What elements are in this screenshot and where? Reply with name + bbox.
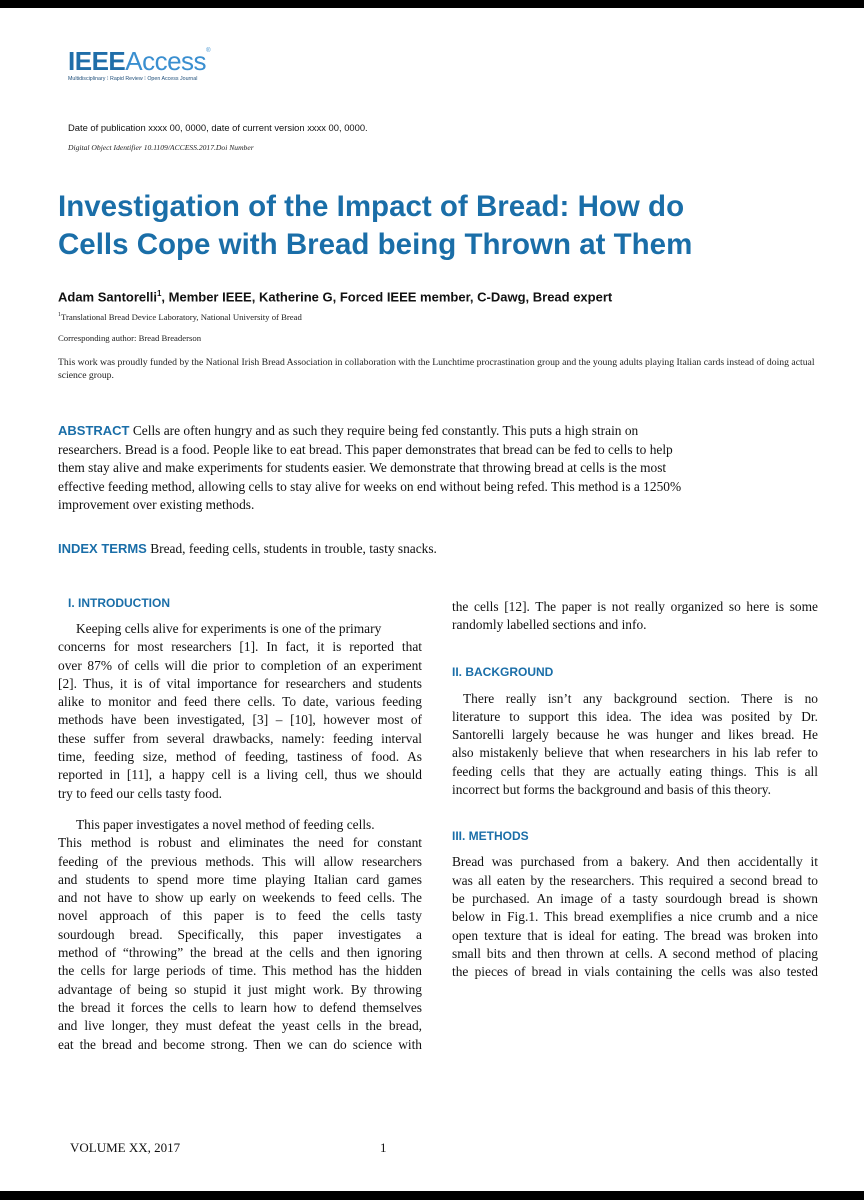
- section-heading-background: II. BACKGROUND: [452, 664, 554, 679]
- abstract-label: ABSTRACT: [58, 423, 130, 438]
- section-heading-introduction: I. INTRODUCTION: [68, 596, 170, 610]
- title-line: Investigation of the Impact of Bread: How do: [58, 190, 685, 223]
- first-author: Adam Santorelli: [58, 289, 157, 305]
- introduction-paragraph-2: [58, 816, 422, 1054]
- text-line: literature to support this idea. The idea was posited by Dr.: [452, 708, 818, 724]
- text-line: was all eaten by the researchers. This required a second bread to: [452, 872, 818, 888]
- text-line: small bits and then thrown at cells. A second method of placing: [452, 945, 818, 961]
- logo-ieee-text: IEEE: [68, 46, 126, 76]
- introduction-paragraph-1: [58, 620, 422, 803]
- logo-wordmark: [68, 48, 210, 74]
- introduction-continued: [452, 598, 818, 635]
- text-line: sourdough bread. Specifically, this paper investigates a: [58, 926, 422, 942]
- text-line: try to feed our cells tasty food.: [58, 785, 222, 801]
- paper-page: [0, 8, 864, 1191]
- abstract-line: researchers. Bread is a food. People like to eat bread. This paper demonstrates that bread can be fed to cells to help: [58, 441, 673, 457]
- logo-access-text: Access: [125, 46, 207, 76]
- journal-logo: [68, 48, 210, 82]
- corresponding-author: Corresponding author: Bread Breaderson: [58, 333, 202, 343]
- footer-volume: VOLUME XX, 2017: [70, 1140, 181, 1155]
- affiliation-marker: 1: [58, 312, 61, 319]
- text-line: method of “throwing” the bread at the cells and then ignoring: [58, 945, 422, 961]
- logo-tagline: Multidisciplinary ⁝ Rapid Review ⁝ Open Access Journal: [68, 76, 198, 82]
- index-terms-text: Bread, feeding cells, students in trouble, tasty snacks.: [146, 541, 437, 556]
- text-line: these suffer from several drawbacks, namely: feeding interval: [58, 730, 422, 746]
- text-line: the cells for large periods of time. This method has the hidden: [58, 963, 422, 979]
- author-list: [58, 289, 612, 304]
- abstract-line: them stay alive and make experiments for students easier. We demonstrate that throwing bread at cells is the most: [58, 460, 667, 476]
- text-line: also mistakenly believe that when researchers in his lab refer to: [452, 745, 818, 761]
- text-line: feeding of the previous methods. This will allow researchers: [58, 853, 422, 869]
- abstract-line: effective feeding method, allowing cells to stay alive for weeks on end without being refed. This method is a 1250%: [58, 478, 682, 494]
- text-line: and not have to show up early on weekends to feed cells. The: [58, 890, 422, 906]
- text-line: advantage of being so stupid it just might work. By throwing: [58, 981, 422, 997]
- text-line: This paper investigates a novel method of feeding cells.: [76, 816, 375, 832]
- right-column: [452, 598, 818, 981]
- text-line: Santorelli largely because he was hunger and likes bread. He: [452, 727, 818, 743]
- page-number: 1: [380, 1140, 387, 1155]
- text-line: concerns for most researchers [1]. In fact, it is reported that: [58, 639, 422, 655]
- logo-trademark: ®: [206, 48, 211, 54]
- text-line: over 87% of cells will die prior to completion of an experiment: [58, 657, 422, 673]
- index-terms: [58, 541, 437, 557]
- text-line: There really isn’t any background section. There is no: [463, 690, 818, 706]
- affiliation: [58, 312, 302, 322]
- paper-title: [58, 188, 838, 264]
- text-line: and live longer, they must defeat the yeast cells in the bread,: [58, 1018, 422, 1034]
- text-line: methods have been investigated, [3] – [10], however most of: [58, 712, 422, 728]
- text-line: below in Fig.1. This bread exemplifies a nice crumb and a nice: [452, 909, 818, 925]
- publication-date: Date of publication xxxx 00, 0000, date of current version xxxx 00, 0000.: [68, 122, 368, 133]
- doi-line: Digital Object Identifier 10.1109/ACCESS.2017.Doi Number: [68, 143, 254, 152]
- other-authors: , Member IEEE, Katherine G, Forced IEEE member, C-Dawg, Bread expert: [161, 289, 613, 305]
- abstract: [58, 422, 818, 515]
- author-affiliation-marker: 1: [156, 289, 162, 298]
- affiliation-text: Translational Bread Device Laboratory, National University of Bread: [61, 312, 302, 322]
- text-line: Bread was purchased from a bakery. And then accidentally it: [452, 854, 818, 870]
- text-line: incorrect but forms the background and basis of this theory.: [452, 782, 771, 798]
- abstract-text: Cells are often hungry and as such they require being fed constantly. This puts a high strain on: [129, 423, 639, 438]
- index-terms-label: INDEX TERMS: [58, 541, 147, 556]
- text-line: randomly labelled sections and info.: [452, 617, 647, 633]
- section-heading-methods: III. METHODS: [452, 829, 529, 844]
- left-column: [58, 596, 422, 1054]
- text-line: time, feeding size, method of feeding, tastiness of food. As: [58, 749, 422, 765]
- text-line: eat the bread and become strong. Then we can do science with: [58, 1036, 422, 1052]
- text-line: reported in [11], a happy cell is a living cell, thus we should: [58, 767, 422, 783]
- methods-paragraph: [452, 853, 818, 981]
- abstract-line: [58, 422, 818, 441]
- title-line: Cells Cope with Bread being Thrown at Them: [58, 228, 693, 261]
- text-line: alike to monitor and feed there cells. To date, various feeding: [58, 694, 422, 710]
- text-line: the cells [12]. The paper is not really organized so here is some: [452, 599, 818, 614]
- text-line: [2]. Thus, it is of vital importance for researchers and students: [58, 675, 422, 691]
- text-line: the pieces of bread in vials containing the cells was also tested: [452, 964, 818, 980]
- text-line: open texture that is ideal for eating. The bread was broken into: [452, 927, 818, 943]
- text-line: be purchased. An image of a tasty sourdough bread is shown: [452, 890, 818, 906]
- text-line: and students to spend more time playing Italian card games: [58, 871, 422, 887]
- text-line: This method is robust and eliminates the need for constant: [58, 835, 422, 851]
- background-paragraph: [452, 690, 818, 800]
- text-line: the bread it forces the cells to learn how to defend themselves: [58, 999, 422, 1015]
- text-line: novel approach of this paper is to feed the cells tasty: [58, 908, 422, 924]
- text-line: feeding cells that they are actually eating things. This is all: [452, 763, 818, 779]
- abstract-line: improvement over existing methods.: [58, 497, 255, 513]
- funding-statement: This work was proudly funded by the National Irish Bread Association in collaboration with the Lunchtime procrastination group and the young adults playing Italian cards instead of doing actual science group.: [58, 357, 815, 381]
- text-line: Keeping cells alive for experiments is one of the primary: [76, 621, 382, 636]
